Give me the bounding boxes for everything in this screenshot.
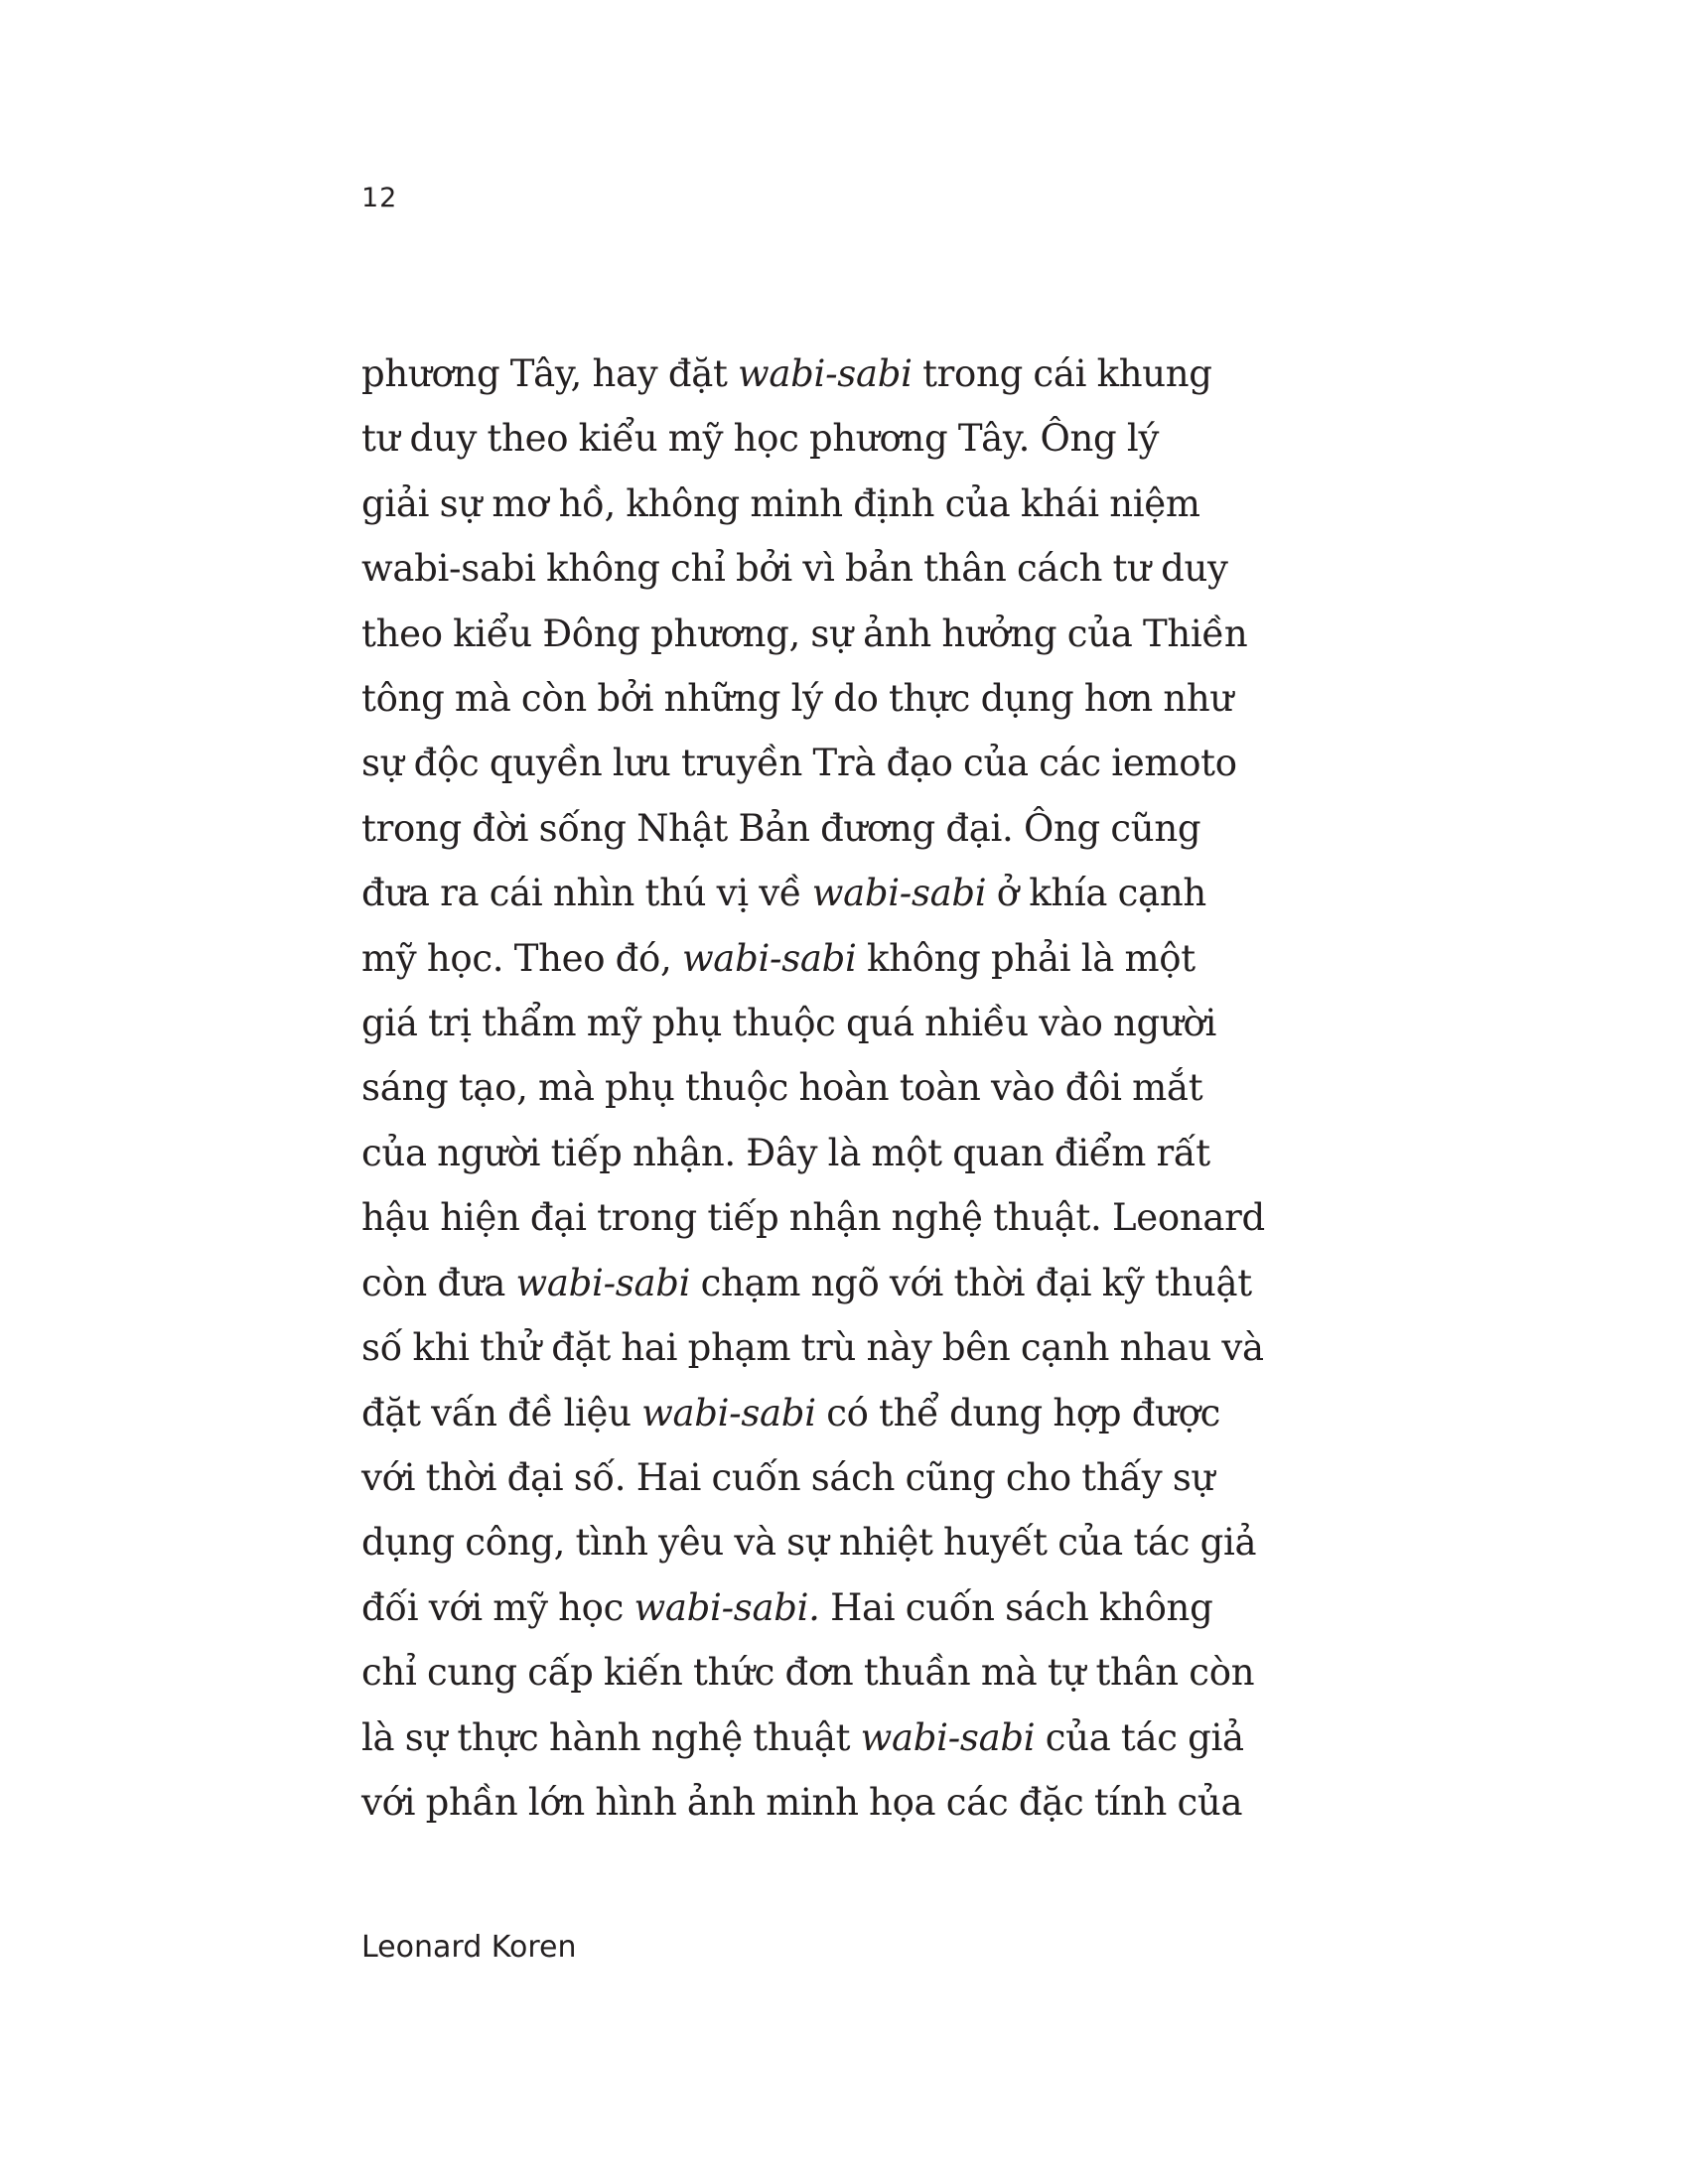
running-footer-author: Leonard Koren	[361, 1930, 577, 1965]
text-line: giải sự mơ hồ, không minh định của khái niệm	[361, 481, 1200, 525]
text-line: dụng công, tình yêu và sự nhiệt huyết của tác giả	[361, 1521, 1257, 1565]
text-line: phương Tây, hay đặt wabi-sabi trong cái khung	[361, 352, 1212, 395]
text-line: sự độc quyền lưu truyền Trà đạo của các iemoto	[361, 742, 1237, 785]
text-line: đối với mỹ học wabi-sabi. Hai cuốn sách không	[361, 1585, 1213, 1629]
text-line: đặt vấn đề liệu wabi-sabi có thể dung hợp được	[361, 1391, 1221, 1434]
page-number: 12	[361, 183, 398, 213]
text-line: với thời đại số. Hai cuốn sách cũng cho thấy sự	[361, 1455, 1215, 1499]
text-line: trong đời sống Nhật Bản đương đại. Ông cũng	[361, 806, 1201, 850]
text-line: của người tiếp nhận. Đây là một quan điểm rất	[361, 1131, 1210, 1174]
text-line: mỹ học. Theo đó, wabi-sabi không phải là một	[361, 936, 1196, 980]
text-line: đưa ra cái nhìn thú vị về wabi-sabi ở khía cạnh	[361, 872, 1206, 915]
text-line: là sự thực hành nghệ thuật wabi-sabi của tác giả	[361, 1715, 1244, 1759]
text-line: tư duy theo kiểu mỹ học phương Tây. Ông lý	[361, 417, 1160, 461]
text-line: với phần lớn hình ảnh minh họa các đặc tính của	[361, 1780, 1243, 1824]
body-text	[361, 341, 1354, 1835]
text-line: còn đưa wabi-sabi chạm ngõ với thời đại kỹ thuật	[361, 1261, 1252, 1304]
text-line: sáng tạo, mà phụ thuộc hoàn toàn vào đôi mắt	[361, 1066, 1203, 1110]
text-line: hậu hiện đại trong tiếp nhận nghệ thuật. Leonard	[361, 1196, 1265, 1240]
text-line: số khi thử đặt hai phạm trù này bên cạnh nhau và	[361, 1326, 1264, 1370]
text-line: wabi-sabi không chỉ bởi vì bản thân cách tư duy	[361, 547, 1228, 591]
text-line: giá trị thẩm mỹ phụ thuộc quá nhiều vào người	[361, 1002, 1216, 1045]
text-line: theo kiểu Đông phương, sự ảnh hưởng của Thiền	[361, 612, 1248, 655]
text-line: tông mà còn bởi những lý do thực dụng hơn như	[361, 677, 1233, 721]
text-line: chỉ cung cấp kiến thức đơn thuần mà tự thân còn	[361, 1651, 1255, 1695]
